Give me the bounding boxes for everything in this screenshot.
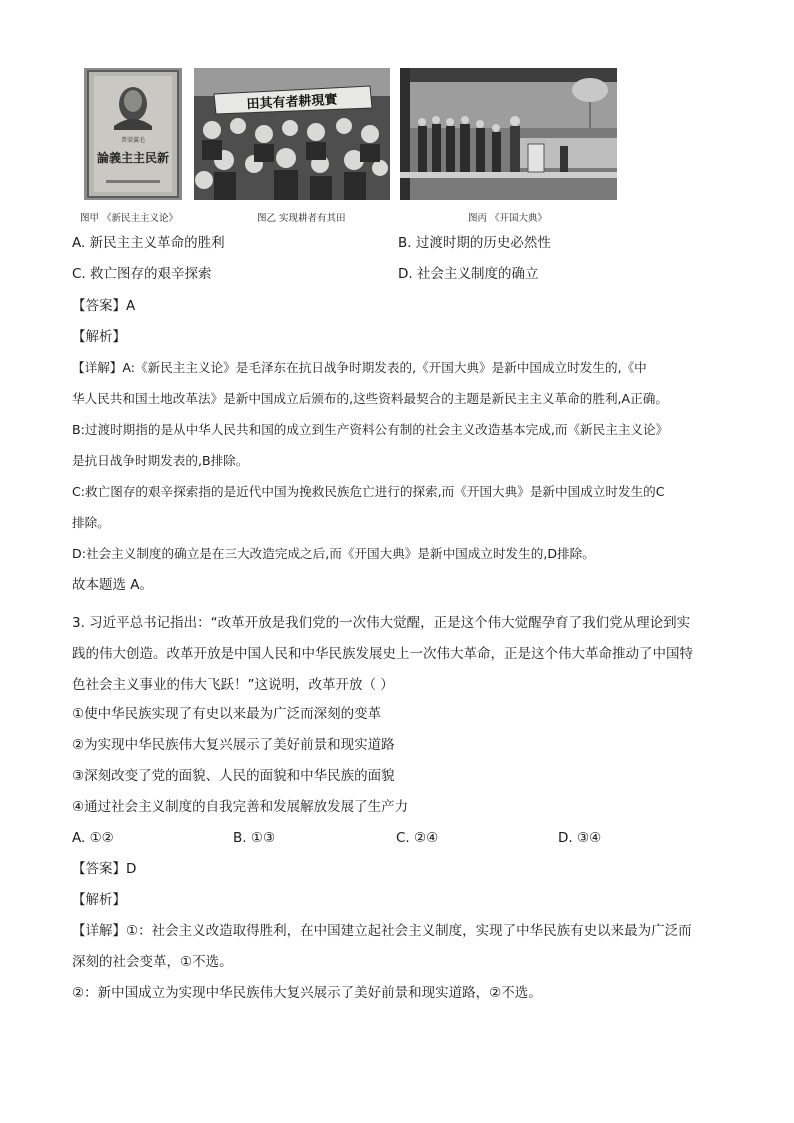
- q2-answer: 【答案】A: [72, 298, 136, 314]
- q3-analysis-heading: 【解析】: [72, 892, 126, 908]
- q3-stem-line: 色社会主义事业的伟大飞跃！”这说明，改革开放（ ）: [72, 677, 394, 693]
- q2-detail-line: 华人民共和国土地改革法》是新中国成立后颁布的,这些资料最契合的主题是新民主主义革命的胜利,A正确。: [72, 391, 668, 406]
- q3-option-a: A. ①②: [72, 830, 114, 846]
- q3-option-d: D. ③④: [558, 830, 602, 846]
- q3-option-c: C. ②④: [396, 830, 439, 846]
- q3-detail-line: 【详解】①：社会主义改造取得胜利，在中国建立起社会主义制度，实现了中华民族有史以来最为广泛而: [72, 923, 692, 939]
- q3-statement-3: ③深刻改变了党的面貌、人民的面貌和中华民族的面貌: [72, 768, 395, 784]
- caption-figure-a: 图甲 《新民主主义论》: [80, 213, 179, 224]
- caption-figure-c: 图丙 《开国大典》: [468, 213, 548, 224]
- q3-statement-1: ①使中华民族实现了有史以来最为广泛而深刻的变革: [72, 706, 382, 722]
- q2-detail-line: B:过渡时期指的是从中华人民共和国的成立到生产资料公有制的社会主义改造基本完成,而《新民主主义论》: [72, 422, 669, 437]
- book-title-text: 論義主主民新: [96, 151, 170, 165]
- book-cover-image: [84, 68, 182, 200]
- ceremony-image: [400, 68, 617, 200]
- q3-stem-line: 践的伟大创造。改革开放是中国人民和中华民族发展史上一次伟大革命，正是这个伟大革命推动了中国特: [72, 646, 693, 662]
- book-author-text: 普梁翼毛: [120, 137, 146, 144]
- q3-option-b: B. ①③: [233, 830, 276, 846]
- q2-option-b: B. 过渡时期的历史必然性: [398, 235, 551, 251]
- q3-detail-line: ②：新中国成立为实现中华民族伟大复兴展示了美好前景和现实道路，②不选。: [72, 985, 542, 1001]
- q3-detail-line: 深刻的社会变革，①不选。: [72, 954, 233, 970]
- q2-detail-line: 是抗日战争时期发表的,B排除。: [72, 453, 249, 468]
- q2-conclusion: 故本题选 A。: [72, 577, 154, 593]
- caption-figure-b: 图乙 实现耕者有其田: [257, 213, 346, 224]
- q2-option-a: A. 新民主主义革命的胜利: [72, 235, 225, 251]
- figure-new-democracy-book: [84, 68, 182, 200]
- q3-statement-4: ④通过社会主义制度的自我完善和发展解放发展了生产力: [72, 799, 409, 815]
- figure-founding-ceremony-painting: [400, 68, 617, 200]
- crowd-photo-image: [194, 68, 390, 200]
- q2-detail-line: C:救亡图存的艰辛探索指的是近代中国为挽救民族危亡进行的探索,而《开国大典》是新中国成立时发生的C: [72, 484, 665, 499]
- q3-answer: 【答案】D: [72, 861, 137, 877]
- q3-stem-line: 3. 习近平总书记指出：“改革开放是我们党的一次伟大觉醒，正是这个伟大觉醒孕育了我们党从理论到实: [72, 615, 691, 631]
- q2-detail-line: D:社会主义制度的确立是在三大改造完成之后,而《开国大典》是新中国成立时发生的,D排除。: [72, 546, 595, 561]
- q2-detail-line: 排除。: [72, 515, 110, 530]
- figure-land-to-tiller-photo: [194, 68, 390, 200]
- q2-analysis-heading: 【解析】: [72, 329, 126, 345]
- banner-text: 田其有者耕現實: [246, 92, 338, 113]
- q3-statement-2: ②为实现中华民族伟大复兴展示了美好前景和现实道路: [72, 737, 395, 753]
- q2-option-c: C. 救亡图存的艰辛探索: [72, 266, 212, 282]
- q2-option-d: D. 社会主义制度的确立: [398, 266, 539, 282]
- q2-detail-line: 【详解】A:《新民主主义论》是毛泽东在抗日战争时期发表的,《开国大典》是新中国成立时发生的,《中: [72, 360, 647, 375]
